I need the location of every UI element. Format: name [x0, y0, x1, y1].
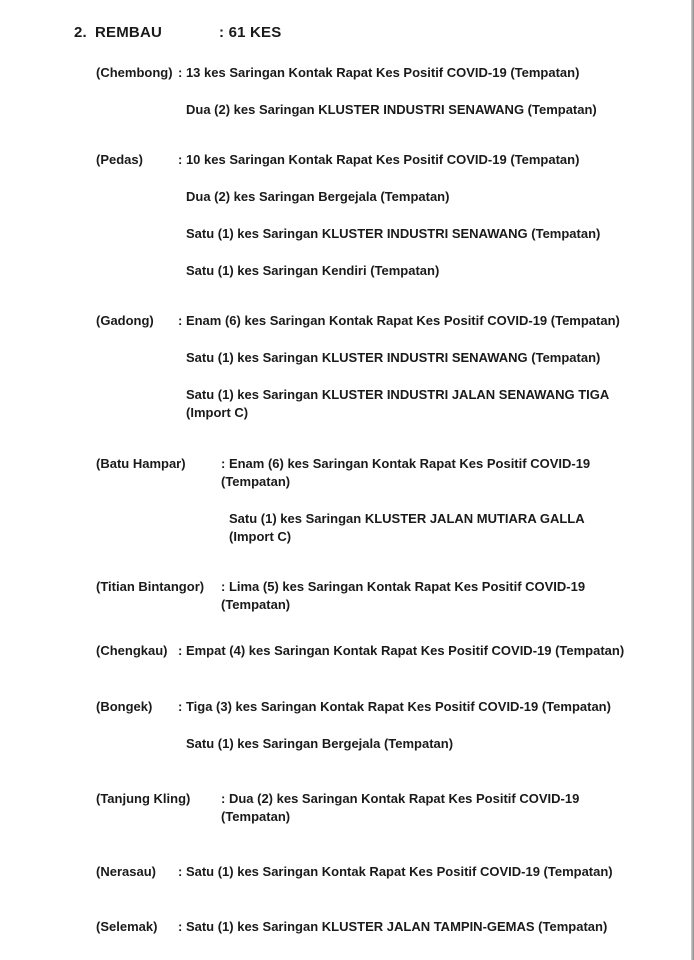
area-name-chembong: (Chembong): [96, 65, 173, 80]
area-name-nerasau: (Nerasau): [96, 864, 156, 879]
heading-number: 2.: [74, 24, 87, 41]
case-line: : Dua (2) kes Saringan Kontak Rapat Kes Positif COVID-19 (Tempatan): [221, 791, 580, 824]
area-name-gadong: (Gadong): [96, 313, 154, 328]
area-name-pedas: (Pedas): [96, 152, 143, 167]
case-line: : 13 kes Saringan Kontak Rapat Kes Positif COVID-19 (Tempatan): [178, 65, 580, 80]
case-line: Satu (1) kes Saringan Bergejala (Tempatan): [186, 736, 454, 751]
case-line: : Enam (6) kes Saringan Kontak Rapat Kes Positif COVID-19 (Tempatan): [178, 313, 620, 328]
case-line: Satu (1) kes Saringan KLUSTER INDUSTRI SENAWANG (Tempatan): [186, 226, 601, 241]
case-line: Dua (2) kes Saringan Bergejala (Tempatan): [186, 189, 450, 204]
area-name-batu-hampar: (Batu Hampar): [96, 456, 186, 471]
case-line: Satu (1) kes Saringan KLUSTER INDUSTRI JALAN SENAWANG TIGA (Import C): [186, 387, 609, 420]
case-line: : Satu (1) kes Saringan KLUSTER JALAN TAMPIN-GEMAS (Tempatan): [178, 919, 608, 934]
case-line: Dua (2) kes Saringan KLUSTER INDUSTRI SENAWANG (Tempatan): [186, 102, 597, 117]
case-line: : Lima (5) kes Saringan Kontak Rapat Kes Positif COVID-19 (Tempatan): [221, 579, 586, 612]
case-line: Satu (1) kes Saringan KLUSTER JALAN MUTIARA GALLA (Import C): [229, 511, 585, 544]
area-name-chengkau: (Chengkau): [96, 643, 168, 658]
case-line: : Satu (1) kes Saringan Kontak Rapat Kes Positif COVID-19 (Tempatan): [178, 864, 613, 879]
case-line: : 10 kes Saringan Kontak Rapat Kes Positif COVID-19 (Tempatan): [178, 152, 580, 167]
area-name-tanjung-kling: (Tanjung Kling): [96, 791, 191, 806]
case-line: : Empat (4) kes Saringan Kontak Rapat Kes Positif COVID-19 (Tempatan): [178, 643, 625, 658]
case-line: Satu (1) kes Saringan Kendiri (Tempatan): [186, 263, 440, 278]
area-name-selemak: (Selemak): [96, 919, 158, 934]
case-line: : Enam (6) kes Saringan Kontak Rapat Kes Positif COVID-19 (Tempatan): [221, 456, 591, 489]
case-line: : Tiga (3) kes Saringan Kontak Rapat Kes Positif COVID-19 (Tempatan): [178, 699, 611, 714]
case-line: Satu (1) kes Saringan KLUSTER INDUSTRI SENAWANG (Tempatan): [186, 350, 601, 365]
area-name-titian-bintangor: (Titian Bintangor): [96, 579, 205, 594]
area-name-bongek: (Bongek): [96, 699, 153, 714]
heading-district: REMBAU: [95, 24, 163, 41]
heading-total: : 61 KES: [219, 24, 282, 41]
